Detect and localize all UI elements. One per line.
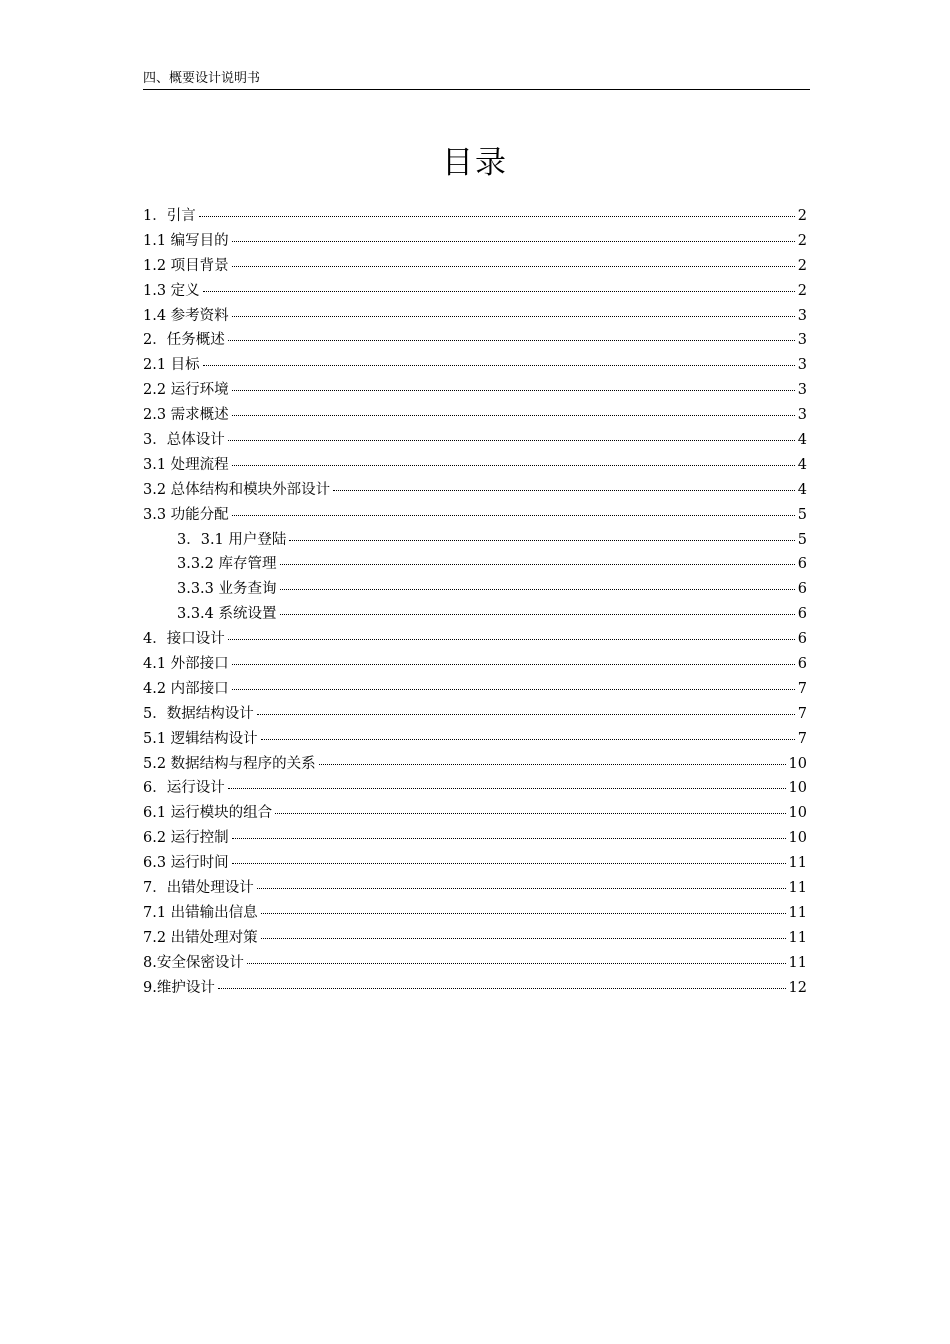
toc-dot-leader <box>261 913 786 914</box>
toc-entry[interactable] <box>143 679 807 704</box>
page-header-text: 四、概要设计说明书 <box>143 71 261 86</box>
toc-entry[interactable] <box>143 629 807 654</box>
toc-entry-page-number: 6 <box>797 631 807 648</box>
toc-entry-page-number: 3 <box>797 407 807 424</box>
toc-entry-page-number: 12 <box>788 979 807 996</box>
toc-entry[interactable] <box>143 579 807 604</box>
toc-entry-page-number: 6 <box>797 581 807 598</box>
toc-entry-label: 8.安全保密设计 <box>143 954 244 971</box>
toc-entry[interactable] <box>143 430 807 455</box>
toc-dot-leader <box>333 490 795 491</box>
toc-dot-leader <box>203 291 795 292</box>
toc-dot-leader <box>228 788 786 789</box>
toc-title: 目录 <box>442 145 508 181</box>
toc-entry-label: 4.2 内部接口 <box>143 680 229 697</box>
toc-entry-page-number: 7 <box>797 705 807 722</box>
toc-dot-leader <box>232 863 786 864</box>
toc-entry-page-number: 5 <box>797 506 807 523</box>
toc-entry-label: 3．3.1 用户登陆 <box>177 531 287 548</box>
toc-entry-page-number: 11 <box>788 954 807 971</box>
toc-entry-label: 1.1 编写目的 <box>143 232 229 249</box>
toc-dot-leader <box>280 564 795 565</box>
toc-dot-leader <box>280 589 795 590</box>
toc-entry[interactable] <box>143 554 807 579</box>
toc-entry-page-number: 7 <box>797 730 807 747</box>
toc-entry[interactable] <box>143 654 807 679</box>
toc-entry-label: 7.1 出错输出信息 <box>143 904 258 921</box>
toc-dot-leader <box>228 440 795 441</box>
toc-entry-page-number: 2 <box>797 257 807 274</box>
toc-entry-page-number: 10 <box>788 805 807 822</box>
toc-dot-leader <box>232 689 795 690</box>
toc-dot-leader <box>232 465 795 466</box>
toc-entry-page-number: 10 <box>788 755 807 772</box>
toc-dot-leader <box>203 365 795 366</box>
toc-entry-label: 6.1 运行模块的组合 <box>143 805 273 822</box>
toc-entry-label: 2．任务概述 <box>143 332 225 349</box>
toc-entry-page-number: 11 <box>788 904 807 921</box>
toc-entry-label: 3．总体设计 <box>143 432 225 449</box>
toc-dot-leader <box>232 241 795 242</box>
toc-entry-label: 1.4 参考资料 <box>143 307 229 324</box>
toc-entry-page-number: 11 <box>788 929 807 946</box>
toc-entry[interactable] <box>143 953 807 978</box>
toc-dot-leader <box>232 390 795 391</box>
toc-entry[interactable] <box>143 281 807 306</box>
toc-entry-page-number: 3 <box>797 332 807 349</box>
toc-dot-leader <box>257 888 786 889</box>
toc-entry-label: 6．运行设计 <box>143 780 225 797</box>
toc-entry[interactable] <box>143 729 807 754</box>
toc-entry-label: 3.2 总体结构和模块外部设计 <box>143 481 331 498</box>
toc-entry-label: 3.3.3 业务查询 <box>177 581 277 598</box>
toc-entry[interactable] <box>143 306 807 331</box>
toc-entry[interactable] <box>143 853 807 878</box>
toc-dot-leader <box>257 714 795 715</box>
toc-dot-leader <box>232 415 795 416</box>
toc-entry-label: 1．引言 <box>143 208 196 224</box>
toc-entry-label: 2.2 运行环境 <box>143 382 229 399</box>
toc-entry[interactable] <box>143 330 807 355</box>
toc-entry[interactable] <box>143 455 807 480</box>
toc-entry[interactable] <box>143 206 807 231</box>
toc-entry[interactable] <box>143 480 807 505</box>
toc-entry-label: 6.3 运行时间 <box>143 855 229 872</box>
toc-entry-page-number: 2 <box>797 282 807 299</box>
toc-dot-leader <box>289 540 794 541</box>
toc-entry-label: 1.3 定义 <box>143 282 200 299</box>
toc-entry[interactable] <box>143 754 807 779</box>
toc-entry-page-number: 11 <box>788 855 807 872</box>
toc-entry-page-number: 5 <box>797 531 807 548</box>
toc-entry[interactable] <box>143 231 807 256</box>
toc-entry-label: 3.1 处理流程 <box>143 456 229 473</box>
toc-entry-label: 4.1 外部接口 <box>143 656 229 673</box>
toc-entry[interactable] <box>143 405 807 430</box>
toc-entry-page-number: 11 <box>788 880 807 897</box>
toc-entry[interactable] <box>143 828 807 853</box>
toc-entry-page-number: 3 <box>797 357 807 374</box>
toc-entry[interactable] <box>143 604 807 629</box>
toc-entry-page-number: 2 <box>797 208 807 224</box>
toc-dot-leader <box>232 316 795 317</box>
toc-entry-page-number: 6 <box>797 606 807 623</box>
toc-entry-page-number: 2 <box>797 232 807 249</box>
toc-entry-label: 5．数据结构设计 <box>143 705 254 722</box>
toc-entry-page-number: 4 <box>797 432 807 449</box>
toc-entry-page-number: 3 <box>797 382 807 399</box>
toc-entry-label: 3.3 功能分配 <box>143 506 229 523</box>
toc-dot-leader <box>280 614 795 615</box>
toc-dot-leader <box>199 216 795 217</box>
toc-dot-leader <box>232 664 795 665</box>
toc-entry-label: 7.2 出错处理对策 <box>143 929 258 946</box>
toc-entry-label: 1.2 项目背景 <box>143 257 229 274</box>
toc-entry-label: 2.3 需求概述 <box>143 407 229 424</box>
toc-entry[interactable] <box>143 380 807 405</box>
toc-entry-page-number: 10 <box>788 830 807 847</box>
toc-entry[interactable] <box>143 903 807 928</box>
toc-entry[interactable] <box>143 256 807 281</box>
toc-dot-leader <box>319 764 786 765</box>
toc-entry[interactable] <box>143 878 807 903</box>
toc-entry[interactable] <box>143 778 807 803</box>
page-header <box>143 70 810 90</box>
toc-entry-page-number: 4 <box>797 456 807 473</box>
toc-dot-leader <box>228 639 795 640</box>
toc-entry-page-number: 3 <box>797 307 807 324</box>
toc-entry-page-number: 6 <box>797 656 807 673</box>
toc-entry-label: 6.2 运行控制 <box>143 830 229 847</box>
toc-dot-leader <box>261 739 795 740</box>
toc-entry-label: 7．出错处理设计 <box>143 880 254 897</box>
toc-entry-label: 4．接口设计 <box>143 631 225 648</box>
toc-dot-leader <box>261 938 786 939</box>
toc-entry-label: 5.1 逻辑结构设计 <box>143 730 258 747</box>
toc-list <box>143 206 807 1003</box>
toc-entry[interactable] <box>143 803 807 828</box>
toc-entry-label: 5.2 数据结构与程序的关系 <box>143 755 316 772</box>
toc-entry[interactable] <box>143 355 807 380</box>
toc-dot-leader <box>218 988 786 989</box>
toc-dot-leader <box>228 340 795 341</box>
toc-entry-page-number: 7 <box>797 680 807 697</box>
toc-dot-leader <box>247 963 786 964</box>
toc-dot-leader <box>232 515 795 516</box>
toc-entry[interactable] <box>143 530 807 555</box>
toc-dot-leader <box>232 838 786 839</box>
toc-dot-leader <box>232 266 795 267</box>
toc-entry[interactable] <box>143 505 807 530</box>
toc-entry-label: 2.1 目标 <box>143 357 200 374</box>
toc-entry-label: 3.3.2 库存管理 <box>177 556 277 573</box>
toc-entry-page-number: 10 <box>788 780 807 797</box>
toc-dot-leader <box>275 813 785 814</box>
toc-entry-label: 9.维护设计 <box>143 979 215 996</box>
toc-entry-page-number: 6 <box>797 556 807 573</box>
toc-entry[interactable] <box>143 704 807 729</box>
toc-entry[interactable] <box>143 928 807 953</box>
toc-entry-label: 3.3.4 系统设置 <box>177 606 277 623</box>
toc-entry[interactable] <box>143 978 807 1003</box>
toc-entry-page-number: 4 <box>797 481 807 498</box>
